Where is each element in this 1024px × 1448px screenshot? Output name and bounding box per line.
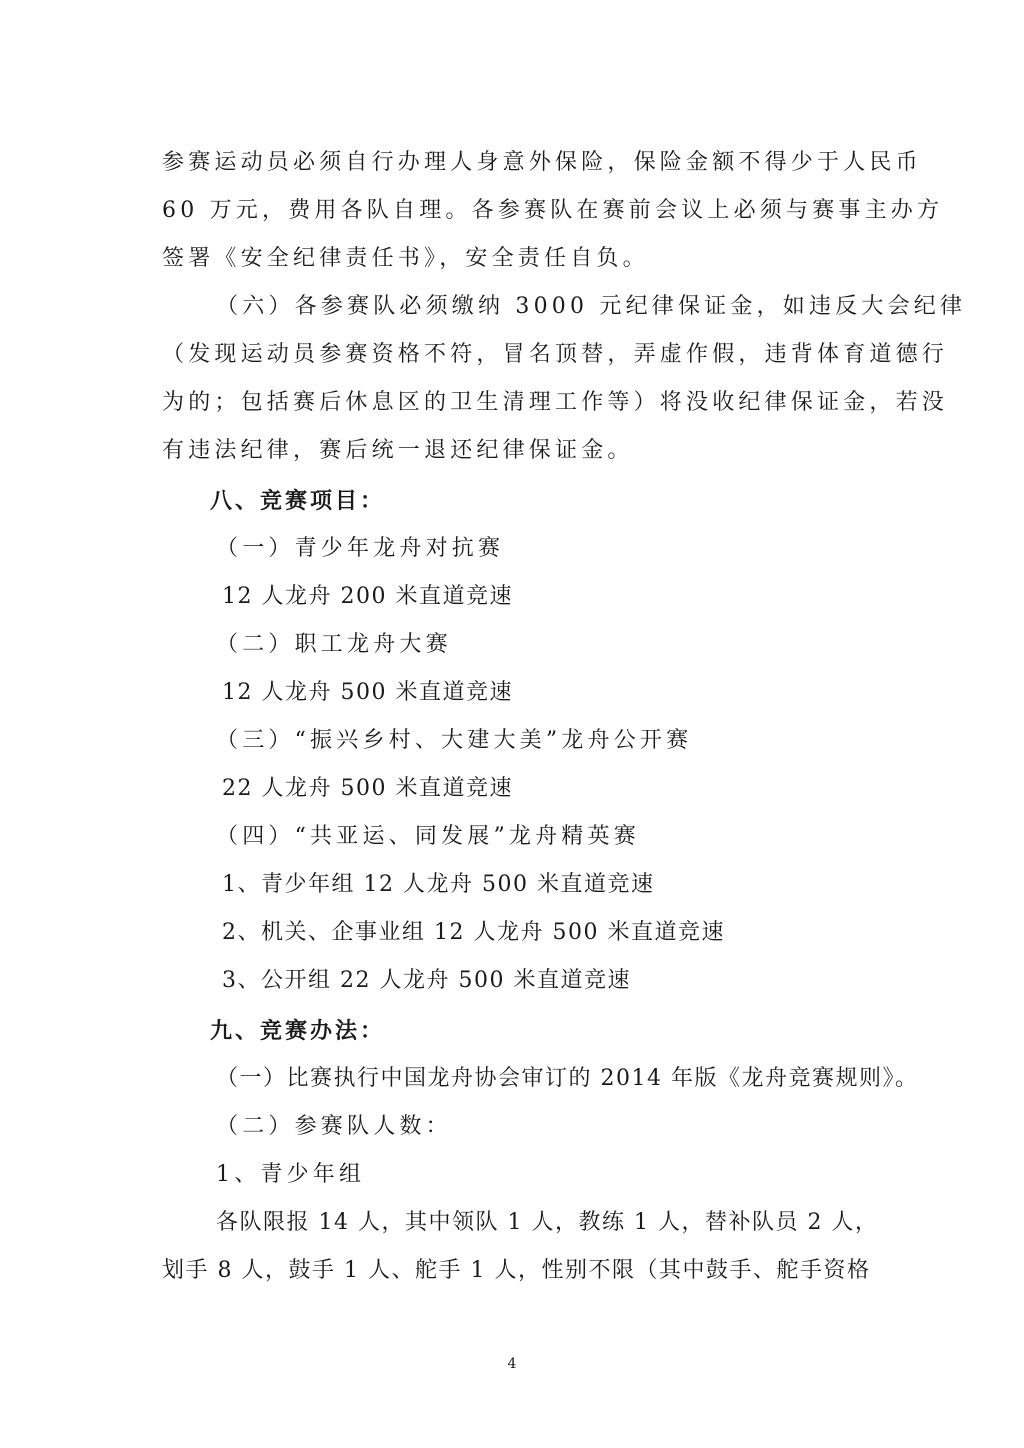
event-item: 22 人龙舟 500 米直道竞速 xyxy=(222,776,513,801)
subsection-title: （四）“共亚运、同发展”龙舟精英赛 xyxy=(216,824,640,849)
page-number: 4 xyxy=(507,1356,517,1372)
subsection-title: （三）“振兴乡村、大建大美”龙舟公开赛 xyxy=(216,728,693,753)
event-item: 12 人龙舟 500 米直道竞速 xyxy=(222,680,513,705)
body-text-line: 参赛运动员必须自行办理人身意外保险，保险金额不得少于人民币 xyxy=(162,150,922,175)
section-heading: 八、竞赛项目： xyxy=(210,488,386,514)
body-text-line: （六）各参赛队必须缴纳 3000 元纪律保证金，如违反大会纪律 xyxy=(216,294,967,319)
body-text-line: 有违法纪律，赛后统一退还纪律保证金。 xyxy=(162,438,634,463)
subsection-title: （一）青少年龙舟对抗赛 xyxy=(216,536,505,561)
body-text-line: （一）比赛执行中国龙舟协会审订的 2014 年版《龙舟竞赛规则》。 xyxy=(216,1066,919,1091)
subsection-title: 1、青少年组 xyxy=(216,1162,366,1187)
event-item: 1、青少年组 12 人龙舟 500 米直道竞速 xyxy=(222,872,655,897)
body-text-line: 划手 8 人，鼓手 1 人、舵手 1 人，性别不限（其中鼓手、舵手资格 xyxy=(162,1258,871,1283)
body-text-line: （发现运动员参赛资格不符，冒名顶替，弄虚作假，违背体育道德行 xyxy=(162,342,949,367)
body-text-line: 为的；包括赛后休息区的卫生清理工作等）将没收纪律保证金，若没 xyxy=(162,390,949,415)
section-heading: 九、竞赛办法： xyxy=(210,1018,386,1044)
subsection-title: （二）参赛队人数： xyxy=(216,1114,452,1139)
body-text-line: 60 万元，费用各队自理。各参赛队在赛前会议上必须与赛事主办方 xyxy=(162,198,944,223)
body-text-line: 各队限报 14 人，其中领队 1 人，教练 1 人，替补队员 2 人， xyxy=(216,1210,879,1235)
event-item: 3、公开组 22 人龙舟 500 米直道竞速 xyxy=(222,968,631,993)
event-item: 2、机关、企事业组 12 人龙舟 500 米直道竞速 xyxy=(222,920,725,945)
event-item: 12 人龙舟 200 米直道竞速 xyxy=(222,584,513,609)
subsection-title: （二）职工龙舟大赛 xyxy=(216,632,452,657)
body-text-line: 签署《安全纪律责任书》，安全责任自负。 xyxy=(162,246,649,271)
